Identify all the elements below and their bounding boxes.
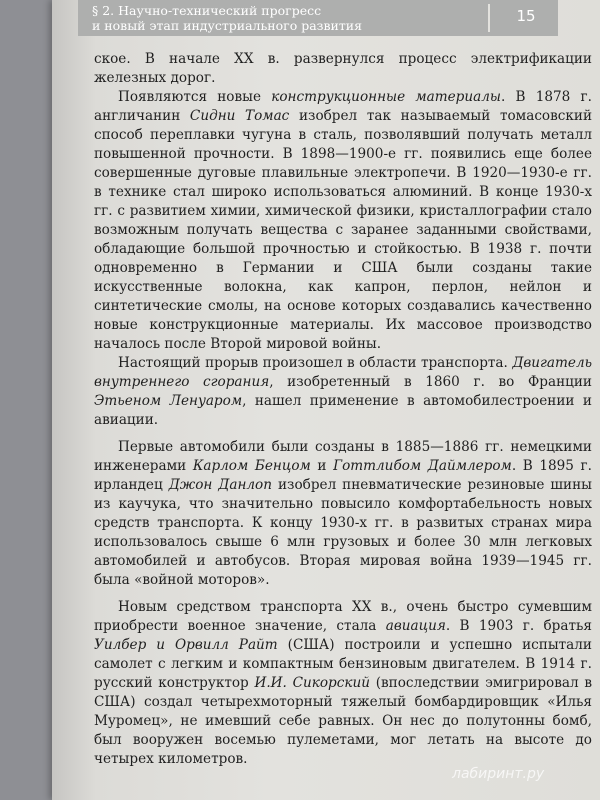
italic-term: Готтлибом Даймлером: [333, 458, 512, 474]
paragraph: [94, 438, 592, 590]
italic-term: Этьеном Ленуаром: [94, 393, 243, 409]
italic-term: Уилбер и Орвилл Райт: [94, 637, 278, 653]
text-run: , изобретенный в 1860 г. во Франции: [269, 374, 592, 390]
text-run: Новым средством транспорта XX в., очень быстро сумевшим приобрести военное значение, стала: [94, 599, 592, 634]
paragraph: [94, 50, 592, 88]
text-run: Появляются новые: [118, 89, 272, 105]
italic-term: И.И. Сикорский: [254, 675, 370, 691]
running-header: [78, 0, 558, 36]
text-run: (впоследствии эмигрировал в США) создал четырехмоторный тяжелый бомбардировщик «Илья Муромец», не имевший себе равных. Он нес до полутонны бомб, был вооружен восемью пулеметами, мог летать на высоте до четырех километров.: [94, 675, 592, 767]
text-run: изобрел так называемый томасовский способ переплавки чугуна в сталь, позволявший получать металл повышенной прочности. В 1898—1900-е гг. появились еще более совершенные дуговые плавильные электропечи. В 1920—1930-е гг. в технике стал широко использоваться алюминий. В конце 1930-х гг. с развитием химии, химической физики, кристаллографии стало возможным получать вещества с заранее заданными свойствами, обладающие большой прочностью и стойкостью. В 1938 г. почти одновременно в Германии и США были созданы такие искусственные волокна, как капрон, перлон, нейлон и синтетические смолы, на основе которых создавались качественно новые конструкционные материалы. Их массовое производство началось после Второй мировой войны.: [94, 108, 593, 352]
italic-term: конструкционные материалы: [271, 89, 501, 105]
italic-term: авиация: [385, 618, 446, 634]
text-run: Настоящий прорыв произошел в области транспорта.: [118, 355, 513, 371]
italic-term: Сидни Томас: [189, 108, 290, 124]
italic-term: Джон Данлоп: [168, 477, 273, 493]
section-title: [92, 3, 362, 33]
text-run: ское. В начале XX в. развернулся процесс электрификации железных дорог.: [94, 51, 592, 86]
header-divider: [488, 4, 490, 32]
paragraph: [94, 354, 592, 430]
text-run: Первые автомобили были созданы в 1885—1886 гг. немецкими инженерами: [94, 439, 592, 474]
text-run: . В 1903 г. братья: [445, 618, 592, 634]
section-title-line-2: и новый этап индустриального развития: [92, 18, 362, 33]
page-number: 15: [516, 7, 536, 25]
book-page: [52, 0, 600, 800]
text-run: (США) построили и успешно испытали самолет с легким и компактным бензиновым двигателем. В 1914 г. русский конструктор: [94, 637, 592, 691]
text-run: . В 1895 г. ирландец: [94, 458, 592, 493]
text-run: изобрел пневматические резиновые шины из каучука, что значительно повысило комфортабельность новых средств транспорта. К концу 1930-х гг. в развитых странах мира использовалось свыше 6 млн грузовых и более 30 млн легковых автомобилей и автобусов. Вторая мировая война 1939—1945 гг. была «войной моторов».: [94, 477, 592, 588]
section-title-line-1: § 2. Научно-технический прогресс: [92, 3, 322, 18]
text-run: . В 1878 г. англичанин: [94, 89, 592, 124]
paragraph: [94, 598, 592, 769]
italic-term: Карлом Бенцом: [192, 458, 311, 474]
text-run: и: [310, 458, 334, 474]
italic-term: Двигатель внутреннего сгорания: [94, 355, 592, 390]
watermark: лабиринт.ру: [452, 766, 545, 782]
text-run: , нашел применение в автомобилестроении и авиации.: [94, 393, 592, 428]
paragraph: [94, 88, 592, 354]
body-text: [94, 50, 592, 769]
